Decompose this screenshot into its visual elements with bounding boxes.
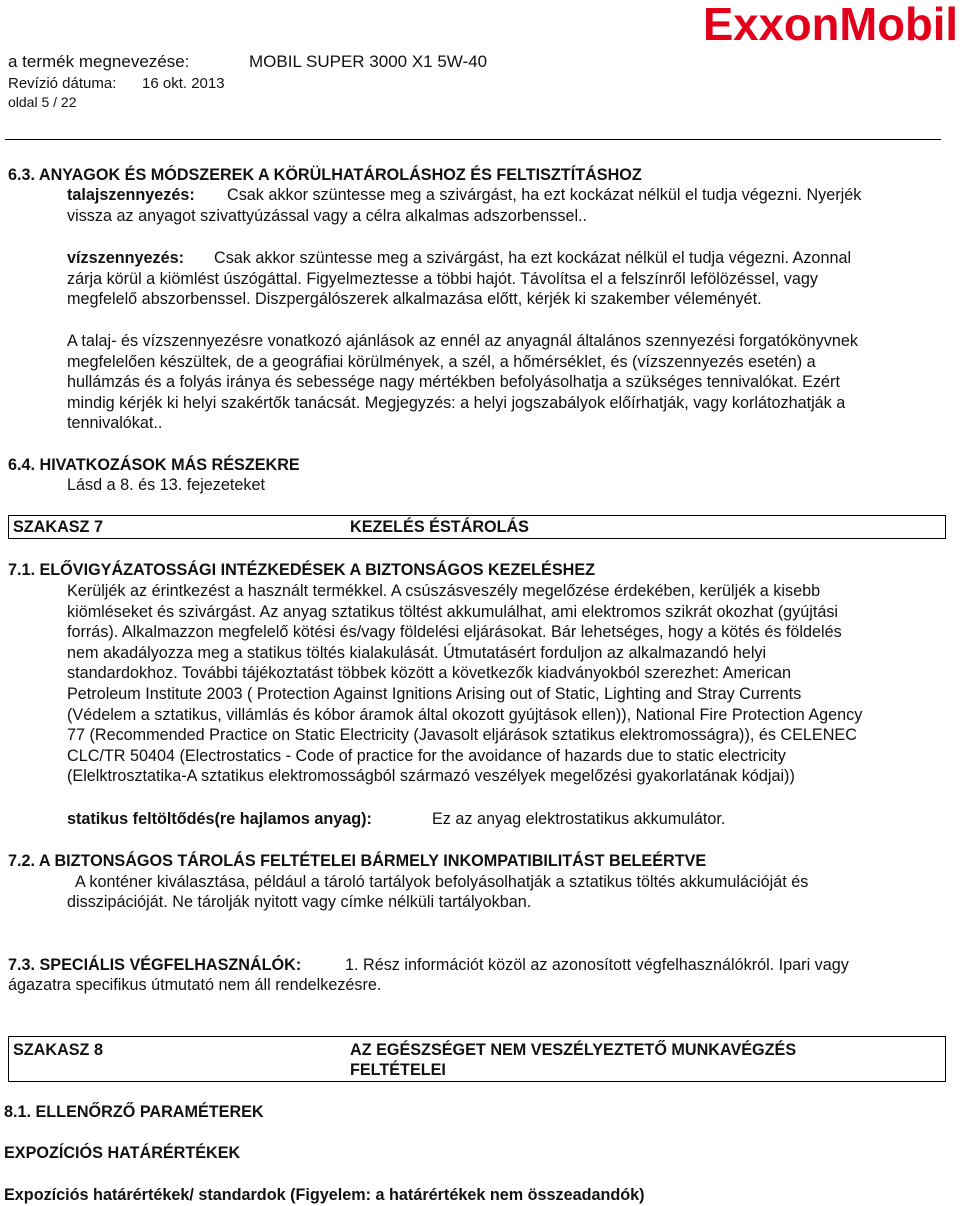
section-7-header-box: [8, 515, 946, 539]
end-users-line-2: ágazatra specifikus útmutató nem áll rendelkezésre.: [8, 976, 382, 994]
recommendation-line-5: tennivalókat..: [67, 414, 163, 432]
header-divider: [5, 139, 941, 140]
section-8-title-line-2: FELTÉTELEI: [350, 1061, 446, 1079]
section-7-1-heading: 7.1. ELŐVIGYÁZATOSSÁGI INTÉZKEDÉSEK A BIZTONSÁGOS KEZELÉSHEZ: [8, 561, 596, 579]
product-name-label: a termék megnevezése:: [8, 52, 190, 71]
storage-line-2: disszipációját. Ne tárolják nyitott vagy címke nélküli tartályokban.: [67, 893, 532, 911]
static-accumulator-label: statikus feltöltődés(re hajlamos anyag):: [67, 810, 372, 828]
exposure-limits-heading: EXPOZÍCIÓS HATÁRÉRTÉKEK: [4, 1144, 241, 1162]
section-8-label: SZAKASZ 8: [13, 1041, 103, 1059]
recommendation-line-4: mindig kérjék ki helyi szakértők tanácsát. Megjegyzés: a helyi jogszabályok előírhatják, vagy korlátozhatják a: [67, 394, 846, 412]
section-6-4-heading: 6.4. HIVATKOZÁSOK MÁS RÉSZEKRE: [8, 456, 300, 474]
revision-date-label: Revízió dátuma:: [8, 75, 117, 92]
land-pollution-text-1: Csak akkor szüntesse meg a szivárgást, ha ezt kockázat nélkül el tudja végezni. Nyerjék: [227, 186, 862, 204]
handling-line-7: (Védelem a sztatikus, villámlás és kóbor áramok által okozott gyújtások ellen)), National Fire Protection Agency: [67, 706, 863, 724]
handling-line-9: CLC/TR 50404 (Electrostatics - Code of practice for the avoidance of hazards due to static electricity: [67, 747, 786, 765]
section-7-3-heading: 7.3. SPECIÁLIS VÉGFELHASZNÁLÓK:: [8, 956, 302, 974]
section-8-1-heading: 8.1. ELLENŐRZŐ PARAMÉTEREK: [4, 1103, 264, 1121]
end-users-line-1: 1. Rész információt közöl az azonosított végfelhasználókról. Ipari vagy: [345, 956, 849, 974]
section-6-4-text: Lásd a 8. és 13. fejezeteket: [67, 476, 265, 494]
handling-line-5: standardokhoz. További tájékoztatást többek között a következők kiadványokból szerezhet: American: [67, 664, 792, 682]
recommendation-line-2: megfelelően készültek, de a geográfiai körülmények, a szél, a hőmérséklet, és (vízszennyezés esetén) a: [67, 353, 816, 371]
svg-text:ExxonMobil: ExxonMobil: [703, 0, 958, 50]
handling-line-1: Kerüljék az érintkezést a használt termékkel. A csúszásveszély megelőzése érdekében, kerüljék a kisebb: [67, 582, 821, 600]
recommendation-line-3: hullámzás és a folyás iránya és sebessége nagy mértékben befolyásolhatja a szükséges tennivalókat. Ezért: [67, 373, 840, 391]
water-pollution-label: vízszennyezés:: [67, 249, 184, 267]
page-number: oldal 5 / 22: [8, 94, 77, 110]
handling-line-4: nem akadályozza meg a statikus töltés kialakulását. Útmutatásért forduljon az alkalmazandó helyi: [67, 644, 767, 662]
water-pollution-text-3: megfelelő abszorbenssel. Diszpergálószerek alkalmazása előtt, kérjék ki szakember véleményét.: [67, 290, 762, 308]
handling-line-10: (Elelktrosztatika-A sztatikus elektromosságból származó veszélyek megelőzési gyakorlatának kódjai)): [67, 767, 795, 785]
revision-date: 16 okt. 2013: [142, 75, 225, 92]
land-pollution-text-2: vissza az anyagot szivattyúzással vagy a célra alkalmas adszorbenssel..: [67, 207, 588, 225]
handling-line-3: forrás). Alkalmazzon megfelelő kötési és/vagy földelési eljárásokat. Bár lehetséges, hogy a kötés és földelés: [67, 623, 842, 641]
land-pollution-label: talajszennyezés:: [67, 186, 195, 204]
exposure-limits-note: Expozíciós határértékek/ standardok (Figyelem: a határértékek nem összeadandók): [4, 1186, 645, 1204]
product-name: MOBIL SUPER 3000 X1 5W-40: [249, 52, 488, 71]
storage-line-1: A konténer kiválasztása, például a tároló tartályok befolyásolhatják a sztatikus töltés akkumulációját és: [75, 873, 809, 891]
section-8-header-box: [8, 1036, 946, 1082]
handling-line-2: kiömléseket és szivárgást. Az anyag sztatikus töltést akkumulálhat, ami elektromos szikrát okozhat (gyújtási: [67, 603, 839, 621]
section-8-title-line-1: AZ EGÉSZSÉGET NEM VESZÉLYEZTETŐ MUNKAVÉGZÉS: [350, 1041, 797, 1059]
exxonmobil-logo: [703, 0, 960, 52]
section-7-label: SZAKASZ 7: [13, 518, 103, 536]
section-6-3-heading: 6.3. ANYAGOK ÉS MÓDSZEREK A KÖRÜLHATÁROLÁSHOZ ÉS FELTISZTÍTÁSHOZ: [8, 166, 642, 184]
water-pollution-text-2: zárja körül a kiömlést úszógáttal. Figyelmeztesse a többi hajót. Távolítsa el a felszínről lefölözéssel, vagy: [67, 270, 818, 288]
static-accumulator-value: Ez az anyag elektrostatikus akkumulátor.: [432, 810, 726, 828]
section-7-title: KEZELÉS ÉSTÁROLÁS: [350, 518, 529, 536]
handling-line-6: Petroleum Institute 2003 ( Protection Against Ignitions Arising out of Static, Lighting and Stray Currents: [67, 685, 802, 703]
handling-line-8: 77 (Recommended Practice on Static Electricity (Javasolt eljárások sztatikus elektromosságra)), és CELENEC: [67, 726, 857, 744]
water-pollution-text-1: Csak akkor szüntesse meg a szivárgást, ha ezt kockázat nélkül el tudja végezni. Azonnal: [214, 249, 852, 267]
section-7-2-heading: 7.2. A BIZTONSÁGOS TÁROLÁS FELTÉTELEI BÁRMELY INKOMPATIBILITÁST BELEÉRTVE: [8, 852, 707, 870]
recommendation-line-1: A talaj- és vízszennyezésre vonatkozó ajánlások az ennél az anyagnál általános szennyezési forgatókönyvnek: [67, 332, 858, 350]
